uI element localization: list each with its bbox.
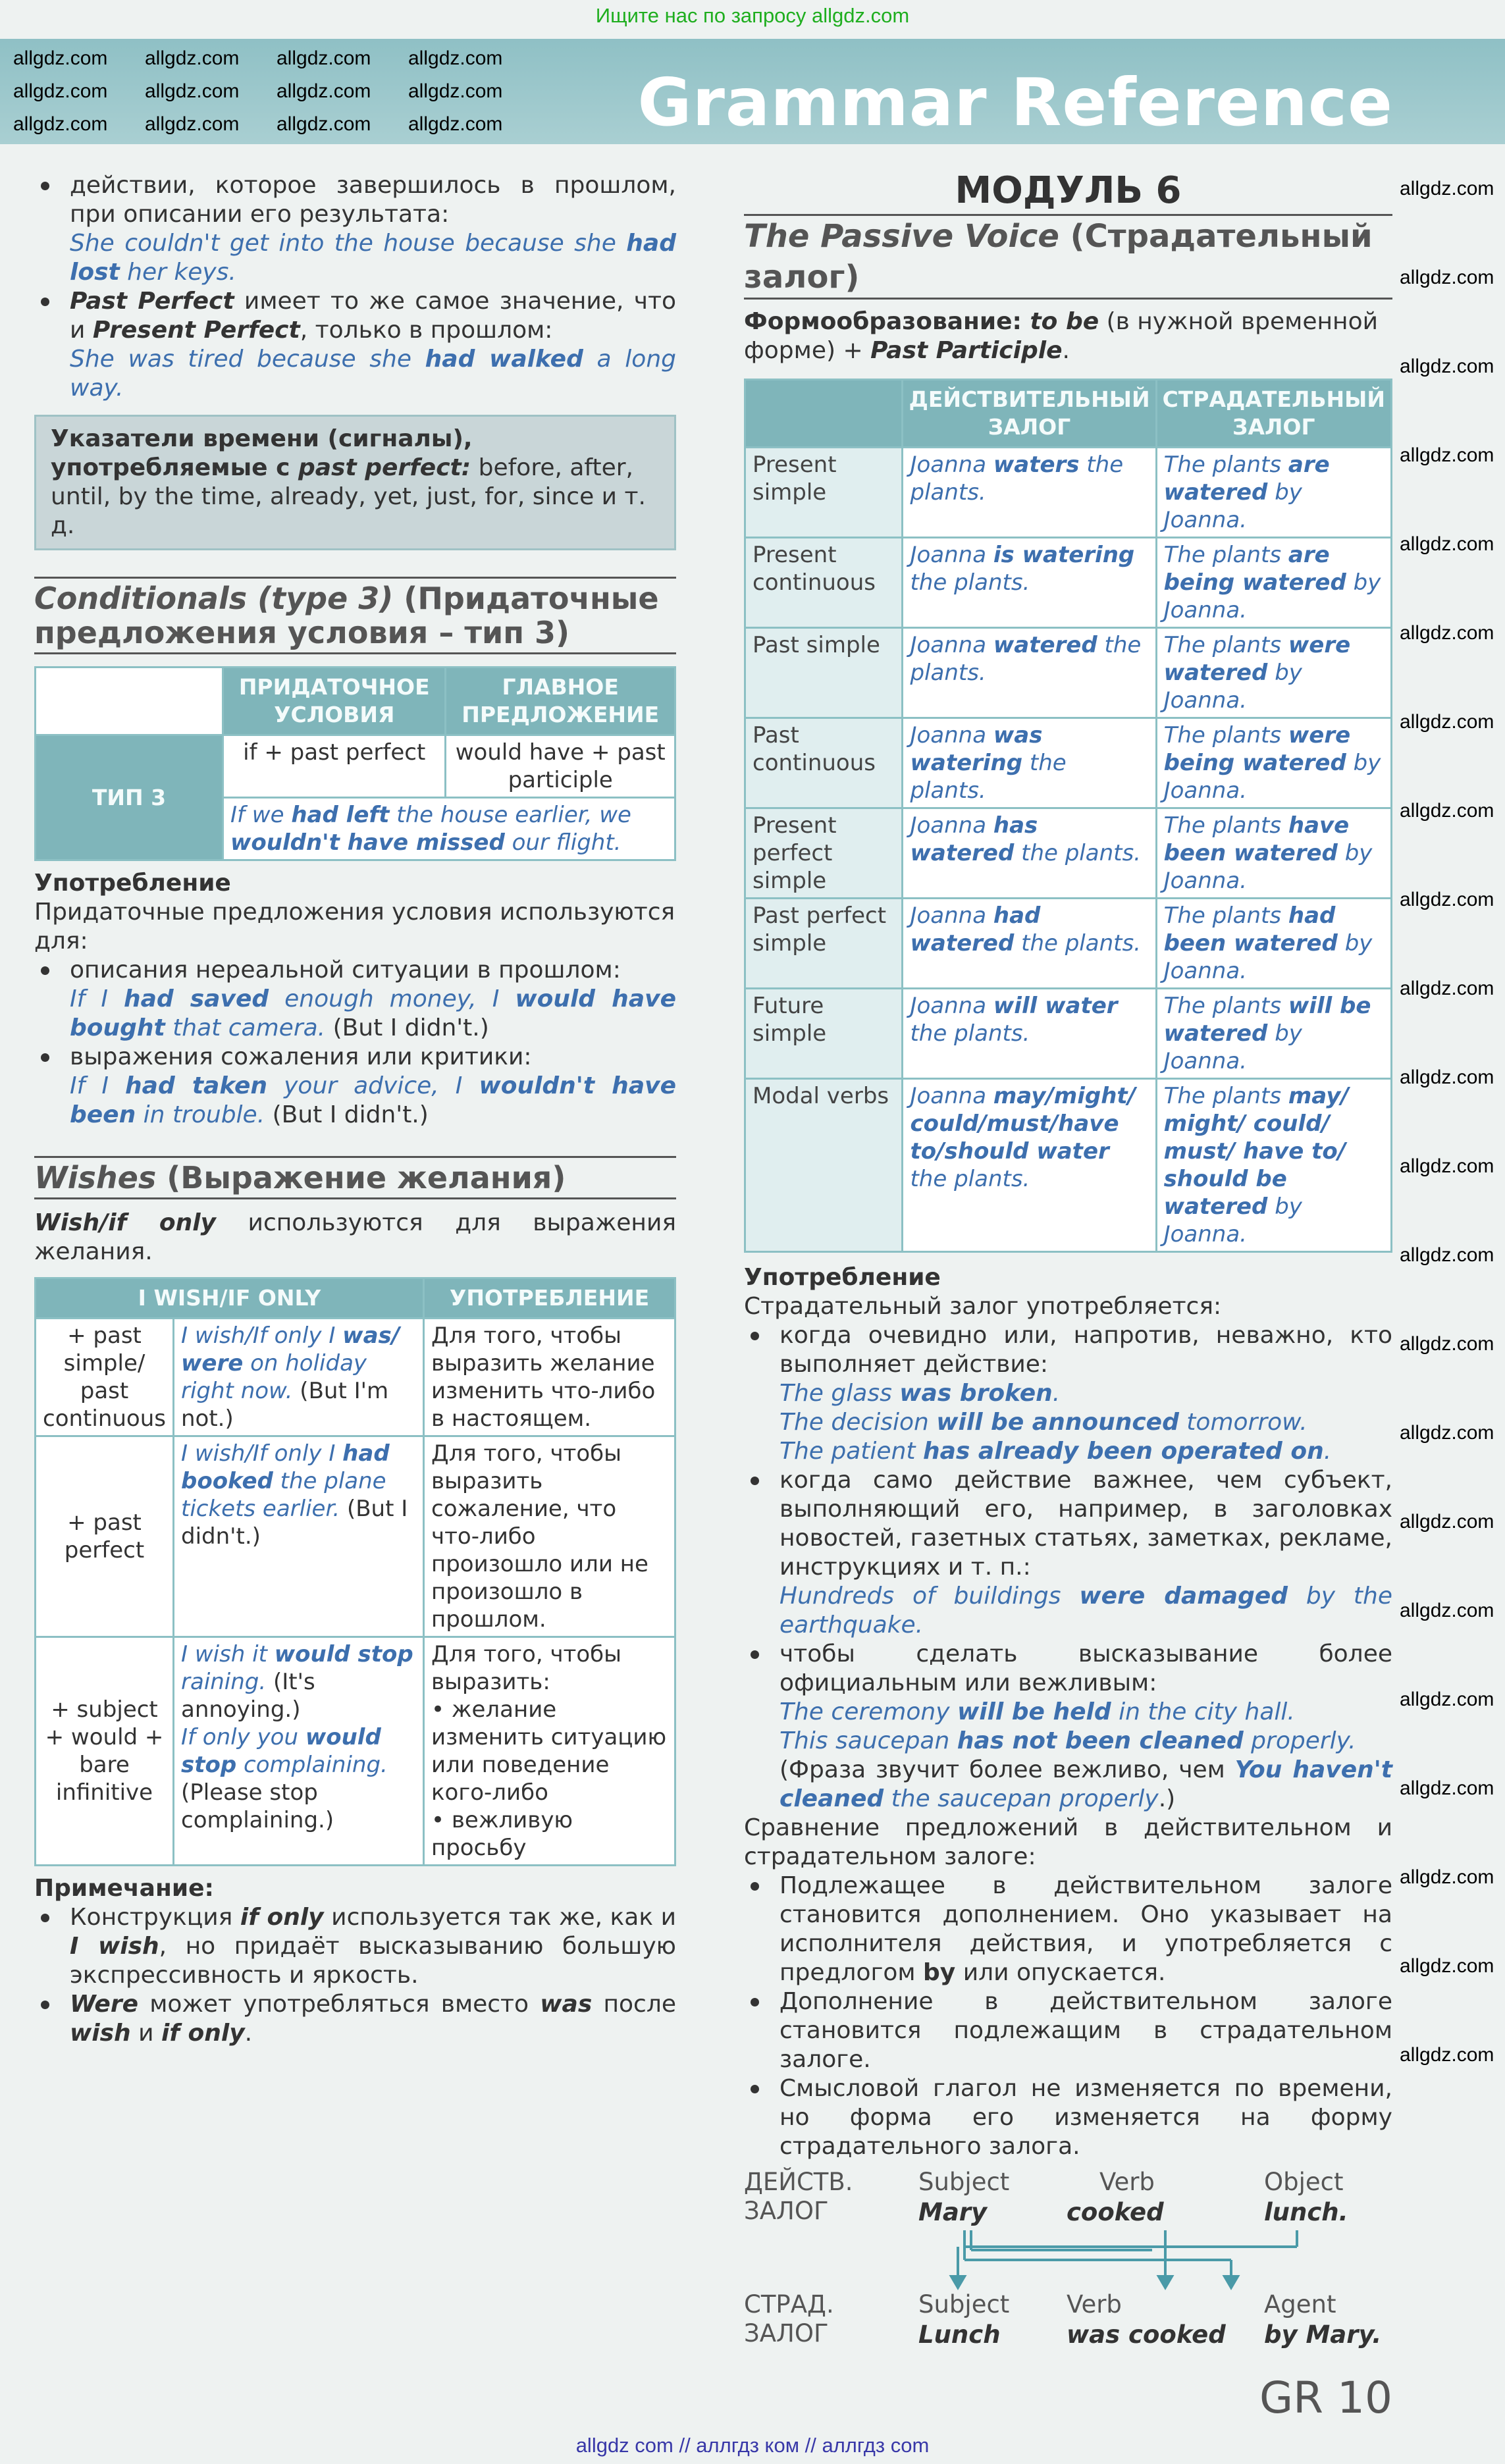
passive-cell: The plants were watered by Joanna. (1156, 628, 1391, 718)
passive-table-row (745, 899, 1392, 989)
watermark: allgdz.com (1400, 1155, 1494, 1177)
watermark: allgdz.com (1400, 1600, 1494, 1621)
watermark: allgdz.com (1400, 267, 1494, 288)
passive-table-row (745, 1079, 1392, 1252)
watermark: allgdz.com (408, 47, 503, 69)
active-cell: Joanna has watered the plants. (903, 808, 1156, 899)
passive-cell: The plants were being watered by Joanna. (1156, 718, 1391, 808)
watermark: allgdz.com (408, 80, 503, 102)
watermark: allgdz.com (1400, 978, 1494, 999)
compare-bullet: Смысловой глагол не изменяется по времени, но форма его изменяется на форму страдательного залога. (744, 2074, 1392, 2161)
watermark: allgdz.com (1400, 1066, 1494, 1088)
active-cell: Joanna watered the plants. (903, 628, 1156, 718)
watermark: allgdz.com (1400, 889, 1494, 910)
active-cell: Joanna is watering the plants. (903, 538, 1156, 628)
conditionals-table: ПРИДАТОЧНОЕ УСЛОВИЯ ГЛАВНОЕ ПРЕДЛОЖЕНИЕ ТИП 3 if + past perfect would have + past participle If we had left the house earlier, we wouldn't have missed our flight. (34, 666, 676, 861)
tense-cell: Modal verbs (745, 1079, 903, 1252)
module-title: МОДУЛЬ 6 (955, 169, 1182, 212)
active-cell: Joanna was watering the plants. (903, 718, 1156, 808)
tense-cell: Future simple (745, 989, 903, 1079)
watermark: allgdz.com (145, 80, 240, 102)
passive-table-row (745, 808, 1392, 899)
watermark: allgdz.com (1400, 1866, 1494, 1888)
watermark: allgdz.com (277, 47, 371, 69)
watermark: allgdz.com (1400, 444, 1494, 466)
example: She couldn't get into the house because she had lost her keys. (70, 230, 676, 286)
watermark: allgdz.com (1400, 711, 1494, 733)
tense-cell: Present continuous (745, 538, 903, 628)
wish-intro: Wish/if only используются для выражения желания. (34, 1209, 676, 1265)
tense-cell: Past simple (745, 628, 903, 718)
passive-cell: The plants will be watered by Joanna. (1156, 989, 1391, 1079)
passive-table-row (745, 448, 1392, 538)
compare-bullet: Подлежащее в действительном залоге становится дополнением. Оно указывает на исполнителя действия, и употребляется с предлогом by или опускается. (744, 1872, 1392, 1987)
page-title: Grammar Reference (637, 64, 1393, 141)
watermark: allgdz.com (1400, 178, 1494, 199)
watermark: allgdz.com (1400, 533, 1494, 555)
watermark: allgdz.com (277, 113, 371, 135)
passive-cell: The plants may/ might/ could/ must/ have to/ should be watered by Joanna. (1156, 1079, 1391, 1252)
watermark: allgdz.com (1400, 1333, 1494, 1355)
usage-heading: Употребление (34, 870, 231, 897)
active-cell: Joanna had watered the plants. (903, 899, 1156, 989)
tense-cell: Past continuous (745, 718, 903, 808)
compare-heading: Сравнение предложений в действительном и страдательном залоге: (744, 1814, 1392, 1870)
watermark: allgdz.com (145, 47, 240, 69)
bullet-result: действии, которое завершилось в прошлом, при описании его результата: She couldn't get into the house because she had lost her keys. (34, 171, 676, 287)
left-column (34, 171, 676, 2048)
watermark: allgdz.com (145, 113, 240, 135)
time-markers-box: Указатели времени (сигналы), употребляемые с past perfect: before, after, until, by the time, already, yet, just, for, since и т. д. (34, 415, 676, 550)
active-cell: Joanna may/might/ could/must/have to/should water the plants. (903, 1079, 1156, 1252)
usage-bullet: когда само действие важнее, чем субъект, выполняющий его, например, в заголовках новостей, газетных статьях, заметках, рекламе, инструкциях и т. п.: Hundreds of buildings were damaged by the earthquake. (744, 1466, 1392, 1640)
formation: Формообразование: to be (в нужной временной форме) + Past Participle. (744, 308, 1378, 364)
passive-cell: The plants are being watered by Joanna. (1156, 538, 1391, 628)
footer-links[interactable]: allgdz com // аллгдз ком // аллгдз com (575, 2434, 930, 2457)
active-cell: Joanna will water the plants. (903, 989, 1156, 1079)
passive-table-row (745, 538, 1392, 628)
watermark: allgdz.com (13, 47, 108, 69)
usage-bullet: описания нереальной ситуации в прошлом: If I had saved enough money, I would have bought that camera. (But I didn't.) (34, 956, 676, 1043)
example: She was tired because she had walked a long way. (70, 346, 676, 402)
watermark: allgdz.com (1400, 2044, 1494, 2066)
watermark: allgdz.com (1400, 355, 1494, 377)
watermark: allgdz.com (1400, 622, 1494, 644)
watermark: allgdz.com (13, 80, 108, 102)
usage-heading: Употребление (744, 1264, 941, 1291)
watermark: allgdz.com (1400, 1244, 1494, 1266)
wish-table: I WISH/IF ONLY УПОТРЕБЛЕНИЕ + past simple/ past continuous I wish/If only I was/ were on holiday right now. (But I'm not.) Для того, чтобы выразить желание изменить что-либо в настоящем. + past perfect I wish/If only I had booked the plane tickets earlier. (But I didn't.) Для того, чтобы выразить сожаление, что что-либо произошло или не произошло в прошлом. + subject + would + bare infinitive I wish it would stop raining. (It's annoying.) If only you would stop complaining. (Please stop complaining.) Для того, чтобы выразить: • желание изменить ситуацию или поведение кого-либо • вежливую просьбу (34, 1277, 676, 1866)
search-hint-link[interactable]: Ищите нас по запросу allgdz.com (595, 4, 910, 27)
voice-diagram: ДЕЙСТВ. ЗАЛОГ Subject Verb Object Mary cooked lunch. СТРАД. ЗАЛОГ Subject Verb Agent Lunch was cooked by Mary. (744, 2168, 1392, 2359)
passive-table-row (745, 718, 1392, 808)
usage-bullet: выражения сожаления или критики: If I had taken your advice, I wouldn't have been in trouble. (But I didn't.) (34, 1043, 676, 1130)
usage-intro: Страдательный залог употребляется: (744, 1293, 1222, 1320)
watermark: allgdz.com (1400, 1955, 1494, 1977)
right-column (744, 168, 1392, 2425)
note-heading: Примечание: (34, 1875, 214, 1902)
tense-cell: Present perfect simple (745, 808, 903, 899)
usage-intro: Придаточные предложения условия используются для: (34, 899, 675, 955)
usage-bullet: когда очевидно или, напротив, неважно, кто выполняет действие: The glass was broken. The decision will be announced tomorrow. The patient has already been operated on. (744, 1321, 1392, 1466)
active-cell: Joanna waters the plants. (903, 448, 1156, 538)
passive-table: ДЕЙСТВИТЕЛЬНЫЙ ЗАЛОГ СТРАДАТЕЛЬНЫЙ ЗАЛОГ Present simple Joanna waters the plants. The plants are watered by Joanna. Present continuous Joanna is watering the plants. The plants are being watered by Joanna. Past simple Joanna watered the plants. The plants were watered by Joanna. Past continuous Joanna was watering the plants. The plants were being watered by Joanna. Present perfect simple Joanna has watered the plants. The plants have been watered by Joanna. Past perfect simple Joanna had watered the plants. The plants had been watered by Joanna. Future simple Joanna will water the plants. The plants will be watered by Joanna. Modal verbs Joanna may/might/ could/must/have to/should water the plants. The plants may/ might/ could/ must/ have to/ should be watered by Joanna. (744, 379, 1392, 1253)
watermark: allgdz.com (13, 113, 108, 135)
usage-bullet: чтобы сделать высказывание более официальным или вежливым: The ceremony will be held in the city hall. This saucepan has not been cleaned properly. (Фраза звучит более вежливо, чем You haven't cleaned the saucepan properly.) (744, 1640, 1392, 1814)
passive-table-row (745, 989, 1392, 1079)
passive-voice-heading: The Passive Voice (Страдательный залог) (744, 214, 1392, 300)
passive-cell: The plants are watered by Joanna. (1156, 448, 1391, 538)
bullet-past-perfect: Past Perfect имеет то же самое значение, что и Present Perfect, только в прошлом: She was tired because she had walked a long way. (34, 287, 676, 403)
note-bullet: Were может употребляться вместо was после wish и if only. (34, 1990, 676, 2048)
passive-table-row (745, 628, 1392, 718)
passive-cell: The plants had been watered by Joanna. (1156, 899, 1391, 989)
tense-cell: Present simple (745, 448, 903, 538)
compare-bullet: Дополнение в действительном залоге становится подлежащим в страдательном залоге. (744, 1987, 1392, 2074)
watermark: allgdz.com (408, 113, 503, 135)
note-bullet: Конструкция if only используется так же, как и I wish, но придаёт высказыванию большую экспрессивность и яркость. (34, 1903, 676, 1990)
watermark: allgdz.com (1400, 800, 1494, 822)
passive-cell: The plants have been watered by Joanna. (1156, 808, 1391, 899)
wishes-heading: Wishes (Выражение желания) (34, 1156, 676, 1199)
watermark: allgdz.com (1400, 1511, 1494, 1533)
watermark: allgdz.com (1400, 1422, 1494, 1444)
page-number: GR 10 (1259, 2372, 1392, 2423)
watermark: allgdz.com (1400, 1689, 1494, 1710)
watermark: allgdz.com (277, 80, 371, 102)
tense-cell: Past perfect simple (745, 899, 903, 989)
conditionals-heading: Conditionals (type 3) (Придаточные предложения условия – тип 3) (34, 577, 676, 654)
watermark: allgdz.com (1400, 1777, 1494, 1799)
